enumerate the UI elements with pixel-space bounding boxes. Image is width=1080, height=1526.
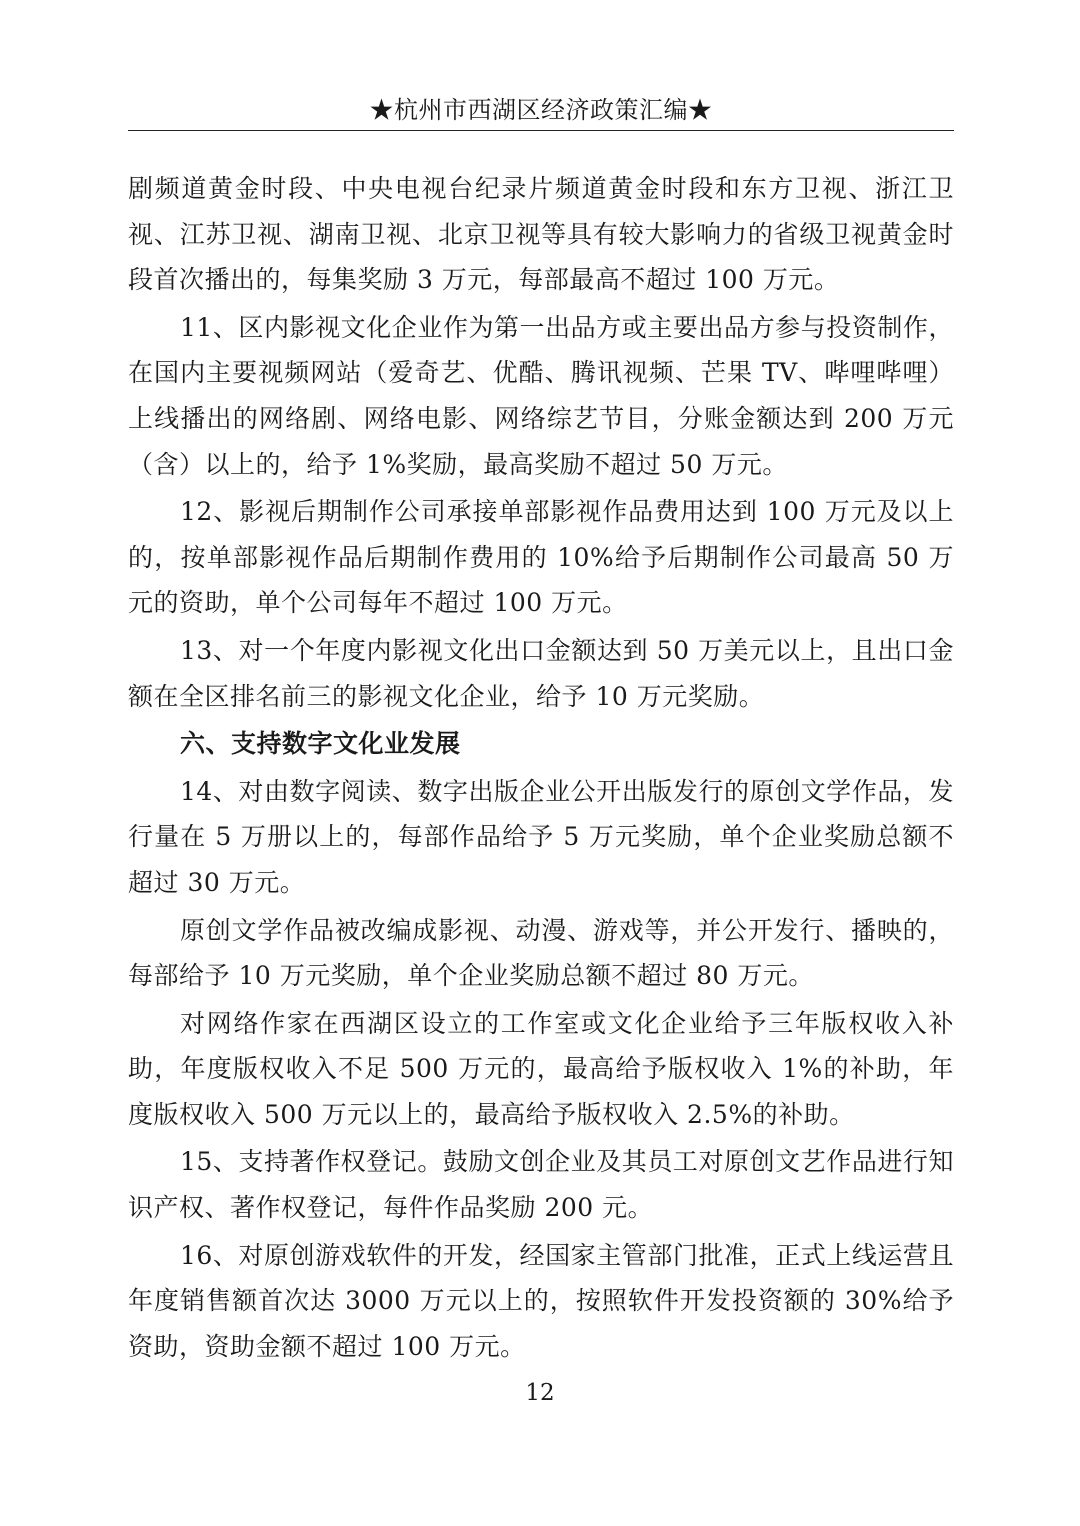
paragraph-item-16: 16、对原创游戏软件的开发，经国家主管部门批准，正式上线运营且年度销售额首次达 3000 万元以上的，按照软件开发投资额的 30%给予资助，资助金额不超过 100 万元。: [128, 1240, 954, 1361]
paragraph-item-12: 12、影视后期制作公司承接单部影视作品费用达到 100 万元及以上的，按单部影视作品后期制作费用的 10%给予后期制作公司最高 50 万元的资助，单个公司每年不超过 100 万元。: [128, 497, 954, 618]
paragraph-item-15: 15、支持著作权登记。鼓励文创企业及其员工对原创文艺作品进行知识产权、著作权登记，每件作品奖励 200 元。: [128, 1147, 954, 1223]
paragraph-adaptation-reward: 原创文学作品被改编成影视、动漫、游戏等，并公开发行、播映的，每部给予 10 万元奖励，单个企业奖励总额不超过 80 万元。: [128, 915, 954, 991]
paragraph-item-14: 14、对由数字阅读、数字出版企业公开出版发行的原创文学作品，发行量在 5 万册以上的，每部作品给予 5 万元奖励，单个企业奖励总额不超过 30 万元。: [128, 776, 954, 897]
page-number: 12: [525, 1380, 555, 1406]
section-heading-6: 六、支持数字文化业发展: [180, 729, 461, 759]
page-header-title: ★杭州市西湖区经济政策汇编★: [369, 96, 713, 124]
document-body: [128, 166, 954, 1371]
paragraph-continuation: 剧频道黄金时段、中央电视台纪录片频道黄金时段和东方卫视、浙江卫视、江苏卫视、湖南卫视、北京卫视等具有较大影响力的省级卫视黄金时段首次播出的，每集奖励 3 万元，每部最高不超过 100 万元。: [128, 174, 954, 295]
paragraph-copyright-subsidy: 对网络作家在西湖区设立的工作室或文化企业给予三年版权收入补助，年度版权收入不足 500 万元的，最高给予版权收入 1%的补助，年度版权收入 500 万元以上的，最高给予版权收入 2.5%的补助。: [128, 1008, 954, 1129]
paragraph-item-13: 13、对一个年度内影视文化出口金额达到 50 万美元以上，且出口金额在全区排名前三的影视文化企业，给予 10 万元奖励。: [128, 635, 954, 711]
header-divider: [128, 130, 954, 131]
paragraph-item-11: 11、区内影视文化企业作为第一出品方或主要出品方参与投资制作，在国内主要视频网站（爱奇艺、优酷、腾讯视频、芒果 TV、哔哩哔哩）上线播出的网络剧、网络电影、网络综艺节目，分账金额达到 200 万元（含）以上的，给予 1%奖励，最高奖励不超过 50 万元。: [128, 312, 954, 479]
